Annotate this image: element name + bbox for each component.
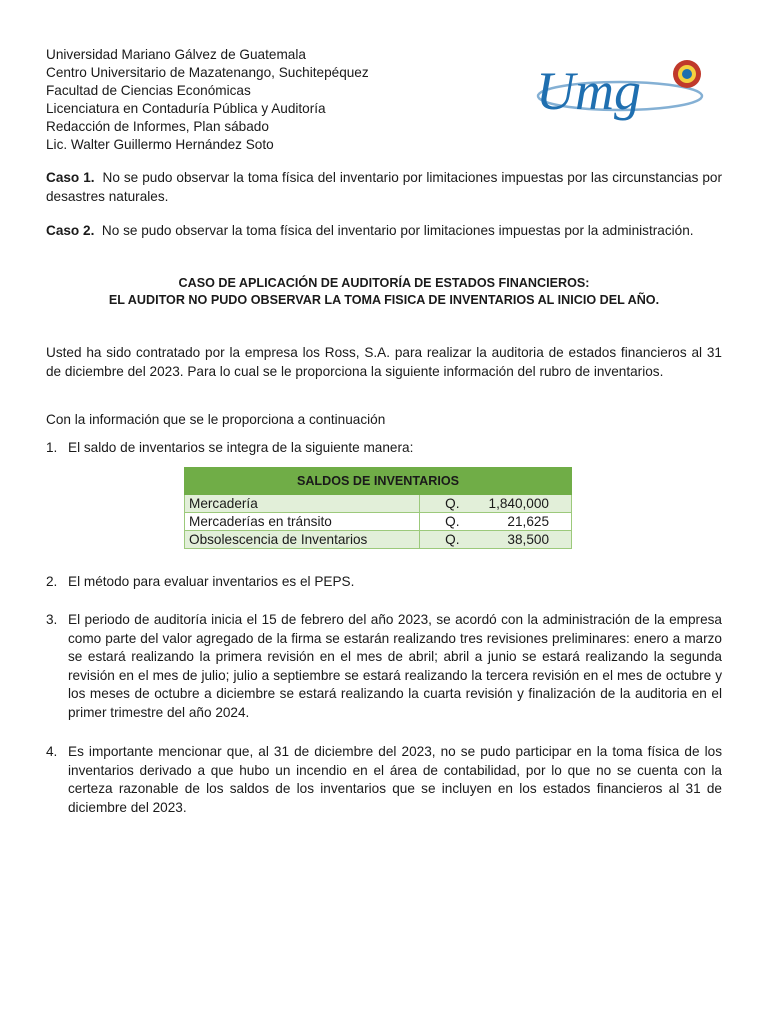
list-number: 2. [46, 574, 58, 589]
case-2-label: Caso 2. [46, 223, 95, 238]
case-1-label: Caso 1. [46, 170, 95, 185]
row-amount: 21,625 [466, 513, 572, 531]
list-item [46, 611, 722, 722]
case-1-text: No se pudo observar la toma física del inventario por limitaciones impuestas por las circunstancias por desastres naturales. [46, 170, 723, 204]
case-2 [46, 222, 722, 241]
list-text: El periodo de auditoría inicia el 15 de febrero del año 2023, se acordó con la administración de la empresa como parte del valor agregado de la firma se estarán realizando tres revisiones preliminares: enero a marzo se estará realizando la primera revisión en el mes de abril; abril a junio se estará realizando la segunda revisión en el mes de julio; julio a septiembre se estará realizando la tercera revisión en el mes de octubre y los meses de octubre a diciembre se estará realizando la cuarta revisión y finalización de la auditoria en el primer trimestre del año 2024. [68, 612, 722, 720]
header-line: Licenciatura en Contaduría Pública y Auditoría [46, 101, 326, 116]
header-line: Facultad de Ciencias Económicas [46, 83, 251, 98]
list-number: 1. [46, 440, 58, 455]
table-row [185, 531, 572, 549]
table-header: SALDOS DE INVENTARIOS [185, 468, 572, 495]
list-number: 4. [46, 744, 58, 759]
list-item [46, 743, 722, 817]
row-amount: 38,500 [466, 531, 572, 549]
umg-logo [532, 54, 707, 124]
list-number: 3. [46, 612, 58, 627]
list-item [46, 573, 722, 592]
list-text: El método para evaluar inventarios es el PEPS. [68, 574, 355, 589]
inventory-table [184, 467, 572, 549]
intro-paragraph: Usted ha sido contratado por la empresa los Ross, S.A. para realizar la auditoria de estados financieros al 31 de diciembre del 2023. Para lo cual se le proporciona la siguiente información del rubro de inventarios. [46, 345, 722, 379]
row-concept: Mercaderías en tránsito [185, 513, 420, 531]
logo-wordmark: Umg [536, 61, 641, 121]
title-line-1: CASO DE APLICACIÓN DE AUDITORÍA DE ESTADOS FINANCIEROS: [178, 276, 590, 290]
title-line-2: EL AUDITOR NO PUDO OBSERVAR LA TOMA FISICA DE INVENTARIOS AL INICIO DEL AÑO. [108, 292, 660, 307]
list-text: Es importante mencionar que, al 31 de diciembre del 2023, no se pudo participar en la toma física de los inventarios derivado a que hubo un incendio en el área de contabilidad, por lo que no se cuenta con la certeza razonable de los saldos de los inventarios que se incluyen en los estados financieros al 31 de diciembre del 2023. [68, 744, 722, 815]
intro-paragraph-2: Con la información que se le proporciona a continuación [46, 412, 386, 427]
list-text: El saldo de inventarios se integra de la siguiente manera: [68, 440, 414, 455]
institution-header [46, 46, 369, 154]
header-line: Universidad Mariano Gálvez de Guatemala [46, 47, 306, 62]
case-2-text: No se pudo observar la toma física del inventario por limitaciones impuestas por la administración. [101, 223, 694, 238]
row-currency: Q. [420, 513, 466, 531]
header-line: Lic. Walter Guillermo Hernández Soto [46, 137, 274, 152]
row-amount: 1,840,000 [466, 495, 572, 513]
row-concept: Mercadería [185, 495, 420, 513]
row-currency: Q. [420, 495, 466, 513]
table-row [185, 513, 572, 531]
list-item [46, 439, 722, 458]
header-line: Centro Universitario de Mazatenango, Suchitepéquez [46, 65, 369, 80]
header-line: Redacción de Informes, Plan sábado [46, 119, 269, 134]
row-concept: Obsolescencia de Inventarios [185, 531, 420, 549]
row-currency: Q. [420, 531, 466, 549]
case-1 [46, 169, 722, 206]
case-title [46, 275, 722, 308]
table-row [185, 495, 572, 513]
